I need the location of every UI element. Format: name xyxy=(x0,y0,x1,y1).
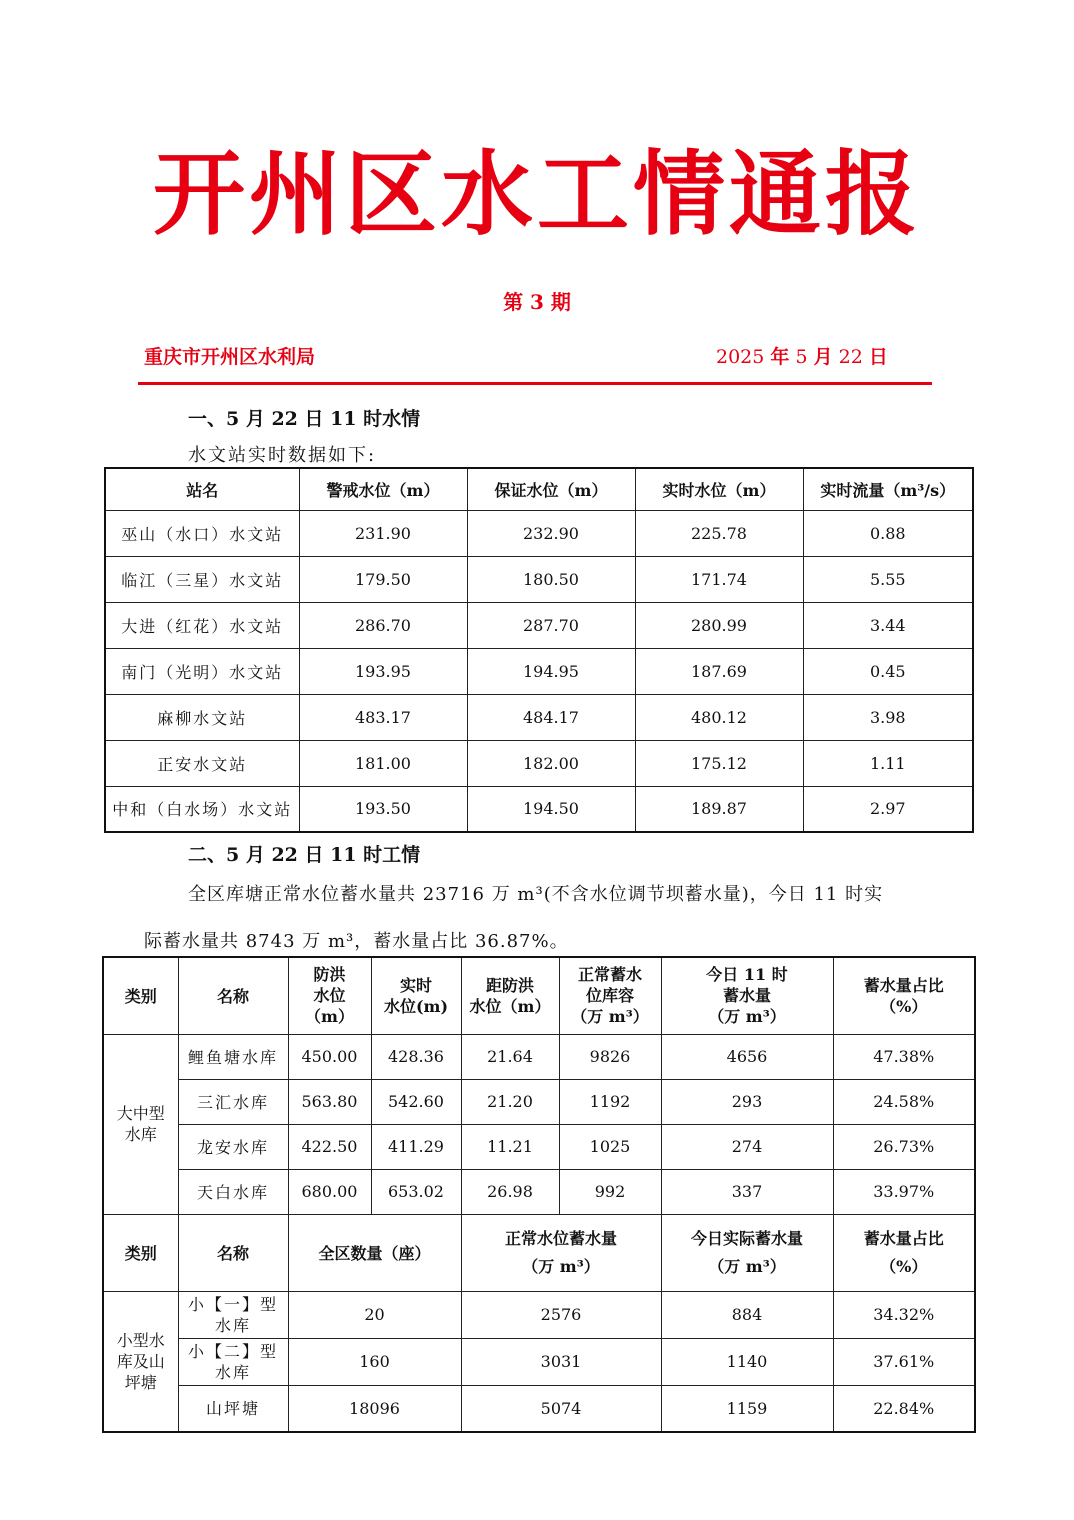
table-cell: 189.87 xyxy=(635,786,803,832)
header-category: 类别 xyxy=(103,1214,178,1291)
table-cell: 2.97 xyxy=(803,786,973,832)
table-cell: 225.78 xyxy=(635,510,803,556)
reservoir-name: 天白水库 xyxy=(178,1169,288,1214)
table-cell: 450.00 xyxy=(288,1034,371,1079)
reservoir-type-name: 山坪塘 xyxy=(178,1385,288,1432)
report-date xyxy=(716,342,888,369)
table-cell: 175.12 xyxy=(635,740,803,786)
table-cell: 293 xyxy=(661,1079,833,1124)
storage-summary-line1: 全区库塘正常水位蓄水量共 23716 万 m³(不含水位调节坝蓄水量)，今日 11 时实 xyxy=(188,884,884,905)
table-row xyxy=(105,556,973,602)
table-cell: 11.21 xyxy=(461,1124,559,1169)
today-storage: 884 xyxy=(661,1291,833,1338)
table-cell: 26.98 xyxy=(461,1169,559,1214)
table-cell: 24.58% xyxy=(833,1079,975,1124)
date-year: 2025 xyxy=(716,346,765,368)
table-cell: 992 xyxy=(559,1169,661,1214)
section-heading-water: 一、5 月 22 日 11 时水情 xyxy=(188,408,421,430)
column-header: 实时水位（m） xyxy=(635,468,803,510)
hydrology-station-table xyxy=(104,467,974,833)
table-row xyxy=(103,1169,975,1214)
table-cell: 484.17 xyxy=(467,694,635,740)
section-intro-water: 水文站实时数据如下: xyxy=(188,445,377,466)
table-cell: 480.12 xyxy=(635,694,803,740)
table-cell: 563.80 xyxy=(288,1079,371,1124)
date-day: 22 xyxy=(838,346,863,368)
station-name: 临江（三星）水文站 xyxy=(105,556,299,602)
total-count: 18096 xyxy=(288,1385,461,1432)
table-cell: 187.69 xyxy=(635,648,803,694)
header-name: 名称 xyxy=(178,1214,288,1291)
table-cell: 0.88 xyxy=(803,510,973,556)
table-cell: 1025 xyxy=(559,1124,661,1169)
total-count: 20 xyxy=(288,1291,461,1338)
table-row xyxy=(103,1079,975,1124)
table-cell: 1.11 xyxy=(803,740,973,786)
issue-number: 第 3 期 xyxy=(503,290,571,314)
station-name: 大进（红花）水文站 xyxy=(105,602,299,648)
header-divider xyxy=(138,382,932,385)
table-cell: 194.95 xyxy=(467,648,635,694)
table-cell: 287.70 xyxy=(467,602,635,648)
table-cell: 3.44 xyxy=(803,602,973,648)
issuing-organization: 重庆市开州区水利局 xyxy=(144,346,316,368)
table-cell: 411.29 xyxy=(371,1124,461,1169)
table-cell: 653.02 xyxy=(371,1169,461,1214)
table-cell: 286.70 xyxy=(299,602,467,648)
table-cell: 3.98 xyxy=(803,694,973,740)
table-cell: 232.90 xyxy=(467,510,635,556)
large-table-header-row xyxy=(103,957,975,1034)
table-row xyxy=(105,602,973,648)
table-cell: 179.50 xyxy=(299,556,467,602)
date-day-unit: 日 xyxy=(868,346,888,368)
table-row xyxy=(105,740,973,786)
header-normal-capacity: 正常蓄水 位库容 （万 m³） xyxy=(559,957,661,1034)
station-name: 中和（白水场）水文站 xyxy=(105,786,299,832)
station-table-header-row xyxy=(105,468,973,510)
normal-storage: 2576 xyxy=(461,1291,661,1338)
category-large-medium-reservoir: 大中型 水库 xyxy=(103,1034,178,1214)
header-storage-ratio: 蓄水量占比 （%） xyxy=(833,957,975,1034)
station-name: 巫山（水口）水文站 xyxy=(105,510,299,556)
column-header: 站名 xyxy=(105,468,299,510)
reservoir-name: 三汇水库 xyxy=(178,1079,288,1124)
table-row xyxy=(103,1034,975,1079)
table-cell: 680.00 xyxy=(288,1169,371,1214)
table-cell: 193.95 xyxy=(299,648,467,694)
table-cell: 0.45 xyxy=(803,648,973,694)
header-today-storage: 今日 11 时 蓄水量 （万 m³） xyxy=(661,957,833,1034)
reservoir-type-name: 小【一】型 水库 xyxy=(178,1291,288,1338)
header-total-count: 全区数量（座） xyxy=(288,1214,461,1291)
reservoir-storage-table xyxy=(102,956,976,1433)
table-cell: 181.00 xyxy=(299,740,467,786)
table-cell: 180.50 xyxy=(467,556,635,602)
report-title: 开州区水工情通报 xyxy=(152,141,921,248)
header-distance-to-flood-level: 距防洪 水位（m） xyxy=(461,957,559,1034)
table-cell: 5.55 xyxy=(803,556,973,602)
table-cell: 428.36 xyxy=(371,1034,461,1079)
table-cell: 337 xyxy=(661,1169,833,1214)
normal-storage: 3031 xyxy=(461,1338,661,1385)
table-cell: 1192 xyxy=(559,1079,661,1124)
table-row xyxy=(103,1385,975,1432)
column-header: 实时流量（m³/s） xyxy=(803,468,973,510)
storage-summary-line2: 际蓄水量共 8743 万 m³，蓄水量占比 36.87%。 xyxy=(144,931,569,952)
header-realtime-level: 实时 水位(m) xyxy=(371,957,461,1034)
table-cell: 33.97% xyxy=(833,1169,975,1214)
station-name: 麻柳水文站 xyxy=(105,694,299,740)
station-name: 南门（光明）水文站 xyxy=(105,648,299,694)
normal-storage: 5074 xyxy=(461,1385,661,1432)
table-cell: 274 xyxy=(661,1124,833,1169)
section-heading-engineering: 二、5 月 22 日 11 时工情 xyxy=(188,844,421,866)
table-row xyxy=(103,1291,975,1338)
header-storage-ratio: 蓄水量占比 （%） xyxy=(833,1214,975,1291)
table-cell: 193.50 xyxy=(299,786,467,832)
header-today-actual-storage: 今日实际蓄水量 （万 m³） xyxy=(661,1214,833,1291)
table-cell: 47.38% xyxy=(833,1034,975,1079)
date-year-unit: 年 xyxy=(770,346,790,368)
header-name: 名称 xyxy=(178,957,288,1034)
storage-ratio: 22.84% xyxy=(833,1385,975,1432)
table-cell: 26.73% xyxy=(833,1124,975,1169)
table-row xyxy=(105,786,973,832)
total-count: 160 xyxy=(288,1338,461,1385)
table-cell: 231.90 xyxy=(299,510,467,556)
header-category: 类别 xyxy=(103,957,178,1034)
station-name: 正安水文站 xyxy=(105,740,299,786)
table-row xyxy=(103,1124,975,1169)
table-cell: 182.00 xyxy=(467,740,635,786)
table-cell: 483.17 xyxy=(299,694,467,740)
table-cell: 280.99 xyxy=(635,602,803,648)
table-cell: 9826 xyxy=(559,1034,661,1079)
reservoir-name: 龙安水库 xyxy=(178,1124,288,1169)
table-cell: 422.50 xyxy=(288,1124,371,1169)
column-header: 警戒水位（m） xyxy=(299,468,467,510)
table-row xyxy=(105,648,973,694)
today-storage: 1159 xyxy=(661,1385,833,1432)
date-month-unit: 月 xyxy=(813,346,833,368)
reservoir-name: 鲤鱼塘水库 xyxy=(178,1034,288,1079)
table-cell: 194.50 xyxy=(467,786,635,832)
table-cell: 21.20 xyxy=(461,1079,559,1124)
storage-ratio: 34.32% xyxy=(833,1291,975,1338)
table-row xyxy=(105,510,973,556)
date-month: 5 xyxy=(795,346,808,368)
table-cell: 4656 xyxy=(661,1034,833,1079)
today-storage: 1140 xyxy=(661,1338,833,1385)
table-row xyxy=(105,694,973,740)
reservoir-type-name: 小【二】型 水库 xyxy=(178,1338,288,1385)
table-cell: 542.60 xyxy=(371,1079,461,1124)
category-small-reservoir-and-ponds: 小型水 库及山 坪塘 xyxy=(103,1291,178,1432)
table-row xyxy=(103,1338,975,1385)
header-flood-level: 防洪 水位 （m） xyxy=(288,957,371,1034)
small-table-header-row xyxy=(103,1214,975,1291)
table-cell: 21.64 xyxy=(461,1034,559,1079)
table-cell: 171.74 xyxy=(635,556,803,602)
header-normal-storage: 正常水位蓄水量 （万 m³） xyxy=(461,1214,661,1291)
storage-ratio: 37.61% xyxy=(833,1338,975,1385)
column-header: 保证水位（m） xyxy=(467,468,635,510)
